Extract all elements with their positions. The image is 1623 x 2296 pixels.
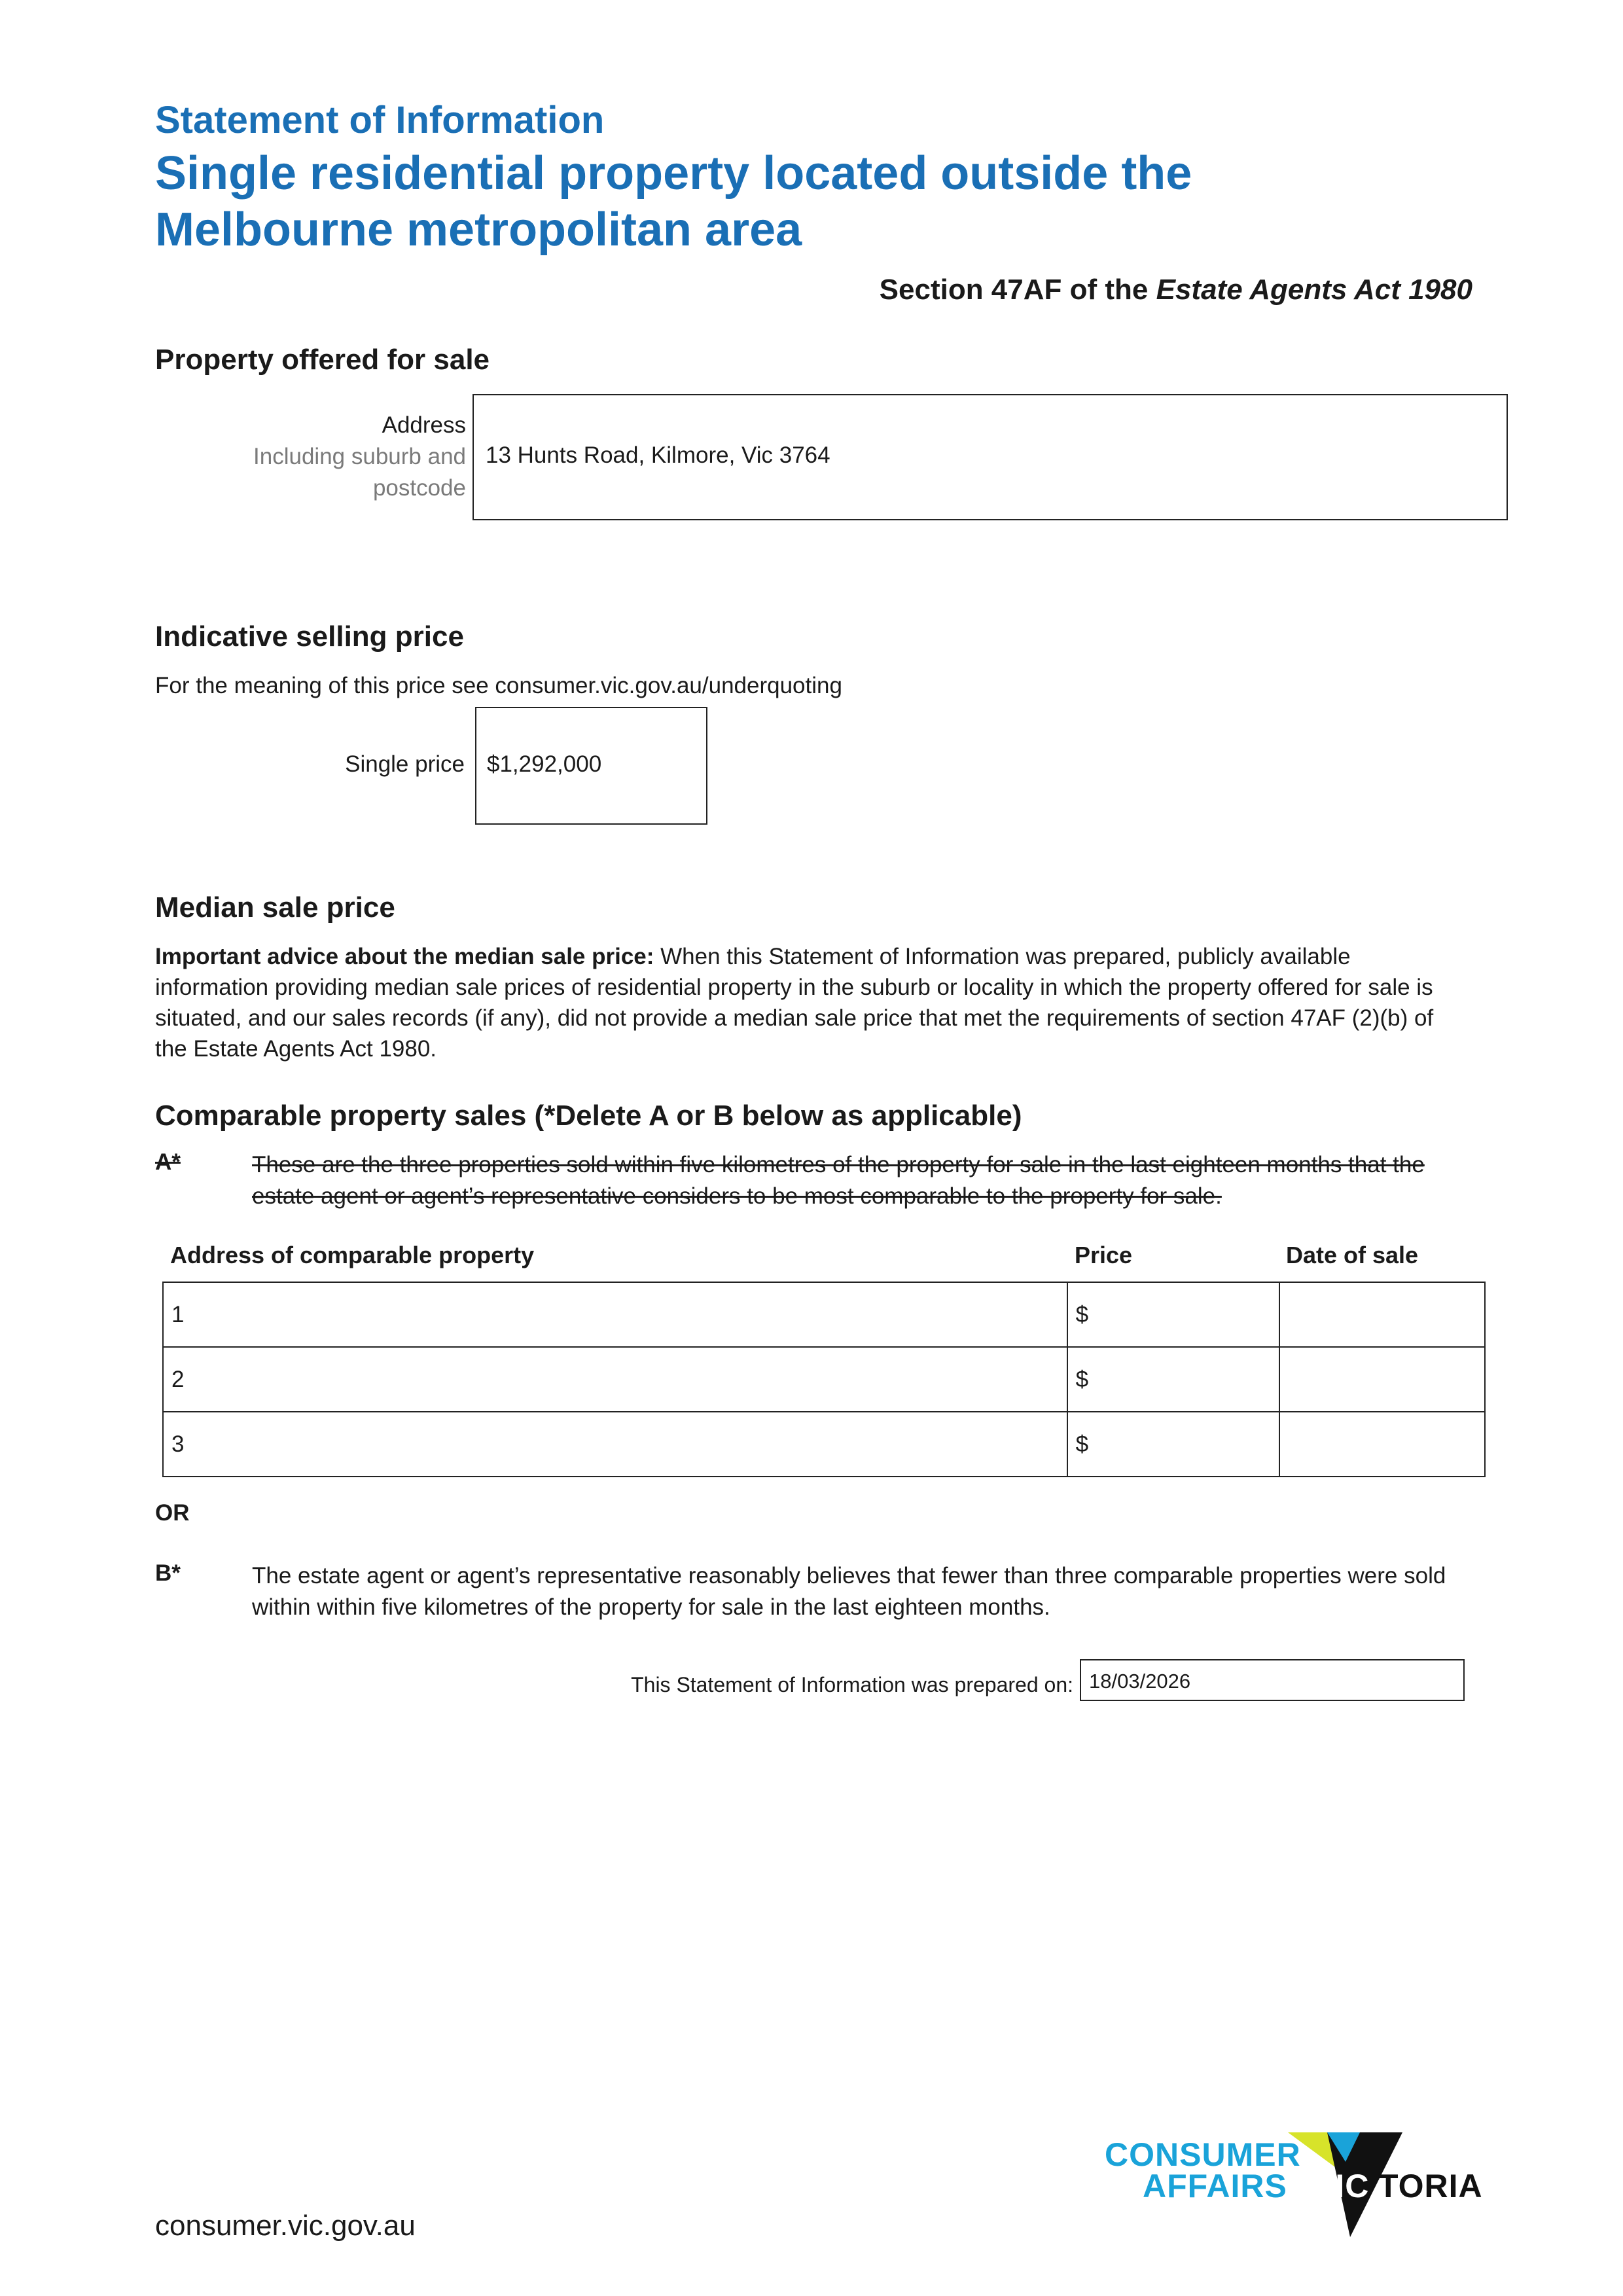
table-row — [163, 1282, 1485, 1347]
logo-toria: TORIA — [1378, 2168, 1483, 2204]
comparable-address-cell[interactable]: 2 — [163, 1347, 1067, 1412]
option-b-marker: B* — [155, 1560, 181, 1586]
comparable-address-cell[interactable]: 1 — [163, 1282, 1067, 1347]
logo-consumer: CONSUMER — [1105, 2136, 1301, 2173]
logo-affairs: AFFAIRS — [1143, 2168, 1287, 2204]
address-label-group — [196, 410, 466, 504]
comparable-price-cell[interactable]: $ — [1067, 1412, 1280, 1477]
prepared-label: This Statement of Information was prepared on: — [631, 1673, 1073, 1696]
col-header-address: Address of comparable property — [170, 1242, 535, 1268]
single-price-label: Single price — [345, 751, 465, 777]
act-reference — [880, 274, 1472, 306]
address-field[interactable] — [473, 394, 1508, 520]
address-label: Address — [382, 412, 466, 438]
consumer-affairs-victoria-logo — [1105, 2132, 1483, 2237]
act-section-prefix: Section 47AF of the — [879, 274, 1156, 306]
document-subtitle: Single residential property located outside the Melbourne metropolitan area — [155, 147, 1192, 256]
median-heading: Median sale price — [155, 891, 395, 924]
option-a-text: These are the three properties sold within five kilometres of the property for sale in the last eighteen months that the estate agent or agent’s representative considers to be most comparable to the property for sale. — [252, 1152, 1425, 1209]
prepared-date-value: 18/03/2026 — [1089, 1670, 1191, 1693]
footer-url[interactable]: consumer.vic.gov.au — [155, 2210, 416, 2242]
document-title: Statement of Information — [155, 99, 605, 141]
col-header-date: Date of sale — [1286, 1242, 1419, 1268]
median-advice-bold: Important advice about the median sale price: — [155, 944, 654, 969]
comparable-date-cell[interactable] — [1279, 1282, 1485, 1347]
col-header-price: Price — [1075, 1242, 1133, 1268]
median-advice — [155, 941, 1464, 1064]
prepared-date-field[interactable] — [1080, 1659, 1465, 1701]
option-b-text: The estate agent or agent’s representative reasonably believes that fewer than three comparable properties were sold within within five kilometres of the property for sale in the last eighteen months. — [252, 1563, 1446, 1620]
single-price-field[interactable] — [475, 707, 707, 825]
address-sublabel-1: Including suburb and — [253, 444, 466, 469]
option-a-marker: A* — [155, 1149, 181, 1175]
single-price-value: $1,292,000 — [487, 751, 602, 777]
act-name: Estate Agents Act 1980 — [1156, 274, 1472, 306]
or-label: OR — [155, 1500, 190, 1526]
property-heading: Property offered for sale — [155, 344, 490, 376]
indicative-note: For the meaning of this price see consumer.vic.gov.au/underquoting — [155, 673, 842, 698]
comparable-date-cell[interactable] — [1279, 1347, 1485, 1412]
comparable-price-cell[interactable]: $ — [1067, 1282, 1280, 1347]
comparable-price-cell[interactable]: $ — [1067, 1347, 1280, 1412]
address-sublabel-2: postcode — [372, 475, 466, 501]
comparable-address-cell[interactable]: 3 — [163, 1412, 1067, 1477]
comparable-heading: Comparable property sales (*Delete A or B below as applicable) — [155, 1100, 1022, 1132]
table-row — [163, 1347, 1485, 1412]
comparable-date-cell[interactable] — [1279, 1412, 1485, 1477]
comparable-table — [162, 1282, 1486, 1477]
logo-vic: VIC — [1313, 2168, 1370, 2204]
address-value: 13 Hunts Road, Kilmore, Vic 3764 — [486, 442, 830, 468]
indicative-heading: Indicative selling price — [155, 620, 464, 653]
median-advice-text: When this Statement of Information was prepared, publicly available information providing median sale prices of residential property in the suburb or locality in which the property offered for sale is situated, and our sales records (if any), did not provide a median sale price that met the requirements of section 47AF (2)(b) of the Estate Agents Act 1980. — [155, 944, 1434, 1062]
table-row — [163, 1412, 1485, 1477]
